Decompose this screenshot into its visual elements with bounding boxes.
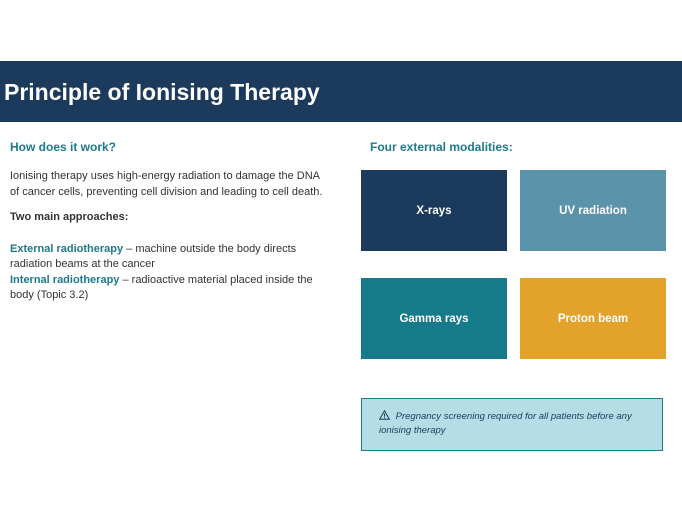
- modality-tile-gamma-rays: [361, 278, 507, 359]
- internal-radiotherapy-term: Internal radiotherapy: [10, 273, 120, 286]
- pregnancy-screening-notice: [361, 398, 663, 451]
- left-column: [10, 138, 330, 304]
- external-radiotherapy-term: External radiotherapy: [10, 242, 124, 255]
- modalities-heading: Four external modalities:: [370, 140, 513, 154]
- modality-tile-uv-radiation: [520, 170, 666, 251]
- modality-tile-x-rays: [361, 170, 507, 251]
- modality-tile-proton-beam: [520, 278, 666, 359]
- external-radiotherapy-description: – machine outside the body directs radiation beams at the cancer: [10, 242, 297, 270]
- how-it-works-heading: How does it work?: [10, 140, 117, 154]
- internal-radiotherapy-item: [10, 273, 330, 304]
- modality-label: Proton beam: [557, 312, 629, 325]
- modality-label: X-rays: [416, 204, 452, 217]
- modality-label: UV radiation: [559, 204, 627, 217]
- warning-icon: [379, 411, 393, 422]
- slide-title: Principle of Ionising Therapy: [4, 79, 320, 105]
- modality-label: Gamma rays: [399, 312, 469, 325]
- intro-paragraph: Ionising therapy uses high-energy radiation to damage the DNA of cancer cells, preventing cell division and leading to cell death.: [10, 170, 323, 198]
- external-radiotherapy-item: [10, 242, 330, 273]
- approaches-heading: Two main approaches:: [10, 211, 129, 223]
- title-bar: [0, 61, 682, 122]
- notice-text: Pregnancy screening required for all patients before any ionising therapy: [379, 411, 632, 436]
- internal-radiotherapy-description: – radioactive material placed inside the body (Topic 3.2): [10, 273, 313, 301]
